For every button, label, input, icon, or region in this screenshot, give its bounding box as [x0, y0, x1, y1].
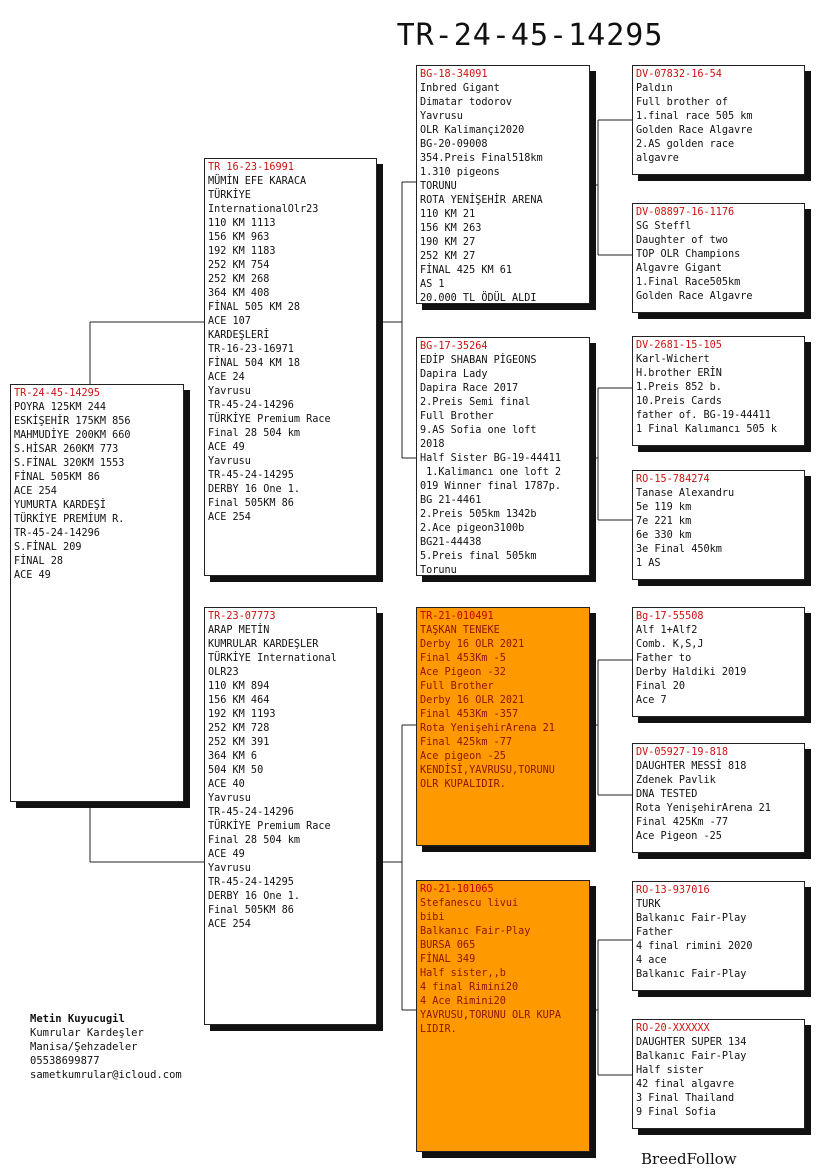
pedigree-line: 1.final race 505 km	[636, 111, 753, 122]
pedigree-line: Full brother of	[636, 97, 729, 108]
pedigree-line: MAHMUDİYE 200KM 660	[14, 430, 131, 441]
pedigree-line: Final 505KM 86	[208, 498, 294, 509]
pedigree-line: Final 453Km -357	[420, 709, 519, 720]
pedigree-line: TÜRKİYE	[208, 190, 251, 201]
pedigree-line: 2.Ace pigeon3100b	[420, 523, 525, 534]
pedigree-line: Golden Race Algavre	[636, 291, 753, 302]
pedigree-line: 354.Preis Final518km	[420, 153, 543, 164]
pedigree-line: 10.Preis Cards	[636, 396, 722, 407]
dds-card	[632, 881, 805, 991]
pedigree-line: 110 KM 1113	[208, 218, 276, 229]
pedigree-line: OLR23	[208, 667, 239, 678]
pedigree-line: Final 425Km -77	[636, 817, 729, 828]
ring-number: BG-18-34091	[420, 69, 488, 80]
pedigree-line: KENDİSİ,YAVRUSU,TORUNU	[420, 765, 555, 776]
pedigree-line: TR-45-24-14295	[208, 470, 294, 481]
pedigree-line: Final 425km -77	[420, 737, 513, 748]
pedigree-line: ACE 254	[14, 486, 57, 497]
brand-logo: BreedFollow	[641, 1150, 737, 1168]
pedigree-line: Algavre Gigant	[636, 263, 722, 274]
pedigree-line: 2018	[420, 439, 445, 450]
ring-number: RO-21-101065	[420, 884, 494, 895]
pedigree-line: 1 Final Kalımancı 505 k	[636, 424, 778, 435]
ring-number: DV-2681-15-105	[636, 340, 722, 351]
pedigree-line: DERBY 16 One 1.	[208, 891, 301, 902]
pedigree-line: Golden Race Algavre	[636, 125, 753, 136]
pedigree-line: 252 KM 728	[208, 723, 270, 734]
dam-sire-card	[416, 607, 590, 846]
pedigree-line: 4 ace	[636, 955, 667, 966]
pedigree-title: TR-24-45-14295	[396, 18, 664, 53]
pedigree-line: 252 KM 268	[208, 274, 270, 285]
ssd-card	[632, 203, 805, 313]
pedigree-line: 3e Final 450km	[636, 544, 722, 555]
pedigree-line: Dapira Lady	[420, 369, 488, 380]
ring-number: TR-21-010491	[420, 611, 494, 622]
pedigree-line: KARDEŞLERİ	[208, 330, 270, 341]
pedigree-line: Derby 16 OLR 2021	[420, 695, 525, 706]
pedigree-line: TÜRKİYE International	[208, 653, 337, 664]
pedigree-line: EDİP SHABAN PİGEONS	[420, 355, 537, 366]
pedigree-line: Tanase Alexandru	[636, 488, 735, 499]
pedigree-line: ACE 49	[14, 570, 51, 581]
pedigree-line: father of. BG-19-44411	[636, 410, 771, 421]
pedigree-line: Half sister,,b	[420, 968, 506, 979]
pedigree-line: Rota YenişehirArena 21	[636, 803, 771, 814]
pedigree-line: 2.AS golden race	[636, 139, 735, 150]
pedigree-line: Torunu	[420, 565, 457, 576]
pedigree-line: TR-45-24-14296	[14, 528, 100, 539]
pedigree-line: Ace Pigeon -25	[636, 831, 722, 842]
ring-number: RO-15-784274	[636, 474, 710, 485]
pedigree-line: OLR KUPALIDIR.	[420, 779, 506, 790]
pedigree-line: ACE 24	[208, 372, 245, 383]
pedigree-line: 364 KM 408	[208, 288, 270, 299]
pedigree-line: 7e 221 km	[636, 516, 692, 527]
sdd-card	[632, 470, 805, 580]
pedigree-line: 1.310 pigeons	[420, 167, 500, 178]
pedigree-line: POYRA 125KM 244	[14, 402, 107, 413]
pedigree-line: ARAP METİN	[208, 625, 270, 636]
pedigree-line: DAUGHTER MESSİ 818	[636, 761, 747, 772]
pedigree-line: DNA TESTED	[636, 789, 698, 800]
pedigree-line: TÜRKİYE Premium Race	[208, 821, 331, 832]
sds-card	[632, 336, 805, 446]
pedigree-line: 5e 119 km	[636, 502, 692, 513]
pedigree-line: ACE 40	[208, 779, 245, 790]
pedigree-line: YUMURTA KARDEŞİ	[14, 500, 107, 511]
pedigree-line: FİNAL 28	[14, 556, 64, 567]
pedigree-line: 110 KM 21	[420, 209, 476, 220]
pedigree-line: MÜMİN EFE KARACA	[208, 176, 307, 187]
pedigree-line: KUMRULAR KARDEŞLER	[208, 639, 319, 650]
pedigree-line: 019 Winner final 1787p.	[420, 481, 562, 492]
pedigree-line: Ace 7	[636, 695, 667, 706]
pedigree-line: Alf 1+Alf2	[636, 625, 698, 636]
ring-number: DV-05927-19-818	[636, 747, 729, 758]
pedigree-line: Ace Pigeon -32	[420, 667, 506, 678]
pedigree-line: 156 KM 963	[208, 232, 270, 243]
pedigree-line: 252 KM 27	[420, 251, 476, 262]
sire-dam-card	[416, 337, 590, 576]
pedigree-line: 252 KM 391	[208, 737, 270, 748]
loft-name: Kumrular Kardeşler	[30, 1027, 144, 1039]
pedigree-line: 2.Preis 505km 1342b	[420, 509, 537, 520]
pedigree-line: Yavrusu	[208, 386, 251, 397]
pedigree-line: S.FİNAL 209	[14, 542, 82, 553]
pedigree-line: TR-45-24-14295	[208, 877, 294, 888]
pedigree-line: 504 KM 50	[208, 765, 264, 776]
pedigree-line: Yavrusu	[208, 456, 251, 467]
pedigree-line: S.FİNAL 320KM 1553	[14, 458, 125, 469]
pedigree-line: Father to	[636, 653, 692, 664]
pedigree-line: FİNAL 504 KM 18	[208, 358, 301, 369]
pedigree-line: ACE 254	[208, 919, 251, 930]
pedigree-line: Derby Haldiki 2019	[636, 667, 747, 678]
pedigree-line: BG21-44438	[420, 537, 482, 548]
pedigree-line: algavre	[636, 153, 679, 164]
ring-number: BG-17-35264	[420, 341, 488, 352]
pedigree-line: ACE 49	[208, 442, 245, 453]
pedigree-line: Stefanescu livui	[420, 898, 519, 909]
pedigree-line: 4 final Rimini20	[420, 982, 519, 993]
pedigree-line: YAVRUSU,TORUNU OLR KUPA	[420, 1010, 562, 1021]
pedigree-line: AS 1	[420, 279, 445, 290]
pedigree-line: bibi	[420, 912, 445, 923]
phone: 05538699877	[30, 1055, 100, 1067]
pedigree-line: TOP OLR Champions	[636, 249, 741, 260]
pedigree-line: Final 28 504 km	[208, 428, 301, 439]
ring-number: TR 16-23-16991	[208, 162, 294, 173]
location: Manisa/Şehzadeler	[30, 1041, 138, 1053]
pedigree-line: TÜRKİYE PREMİUM R.	[14, 514, 125, 525]
pedigree-line: FİNAL 349	[420, 954, 476, 965]
ring-number: RO-20-XXXXXX	[636, 1023, 710, 1034]
pedigree-line: 156 KM 464	[208, 695, 270, 706]
dss-card	[632, 607, 805, 717]
pedigree-line: S.HİSAR 260KM 773	[14, 444, 119, 455]
pedigree-line: 9.AS Sofia one loft	[420, 425, 537, 436]
pedigree-line: Dapira Race 2017	[420, 383, 519, 394]
pedigree-line: Paldın	[636, 83, 673, 94]
pedigree-line: ESKİŞEHİR 175KM 856	[14, 416, 131, 427]
pedigree-line: Ace pigeon -25	[420, 751, 506, 762]
pedigree-line: TAŞKAN TENEKE	[420, 625, 500, 636]
pedigree-line: Full Brother	[420, 411, 494, 422]
pedigree-line: ACE 107	[208, 316, 251, 327]
pedigree-line: H.brother ERİN	[636, 368, 722, 379]
pedigree-line: FİNAL 505 KM 28	[208, 302, 301, 313]
dsd-card	[632, 743, 805, 853]
pedigree-line: FİNAL 505KM 86	[14, 472, 100, 483]
pedigree-line: Karl-Wichert	[636, 354, 710, 365]
pedigree-line: 1 AS	[636, 558, 661, 569]
sire-sire-card	[416, 65, 590, 304]
pedigree-line: 156 KM 263	[420, 223, 482, 234]
pedigree-line: Daughter of two	[636, 235, 729, 246]
pedigree-line: 1.Kalimancı one loft 2	[420, 467, 562, 478]
pedigree-line: Dimatar todorov	[420, 97, 513, 108]
pedigree-line: Half sister	[636, 1065, 704, 1076]
pedigree-line: ACE 254	[208, 512, 251, 523]
pedigree-line: Half Sister BG-19-44411	[420, 453, 562, 464]
pedigree-line: 6e 330 km	[636, 530, 692, 541]
breeder-name: Metin Kuyucugil	[30, 1013, 125, 1025]
ring-number: Bg-17-55508	[636, 611, 704, 622]
pedigree-line: Final 505KM 86	[208, 905, 294, 916]
pedigree-line: BURSA 065	[420, 940, 476, 951]
pedigree-line: Balkanıc Fair-Play	[420, 926, 531, 937]
pedigree-line: 9 Final Sofia	[636, 1107, 716, 1118]
pedigree-line: 190 KM 27	[420, 237, 476, 248]
pedigree-line: Final 28 504 km	[208, 835, 301, 846]
subject-card	[10, 384, 184, 802]
pedigree-line: 192 KM 1193	[208, 709, 276, 720]
pedigree-line: Balkanıc Fair-Play	[636, 1051, 747, 1062]
pedigree-line: Yavrusu	[208, 793, 251, 804]
dam-card	[204, 607, 377, 1025]
pedigree-line: LIDIR.	[420, 1024, 457, 1035]
ddd-card	[632, 1019, 805, 1129]
pedigree-line: Full Brother	[420, 681, 494, 692]
ring-number: RO-13-937016	[636, 885, 710, 896]
pedigree-line: Yavrusu	[208, 863, 251, 874]
pedigree-line: TR-45-24-14296	[208, 400, 294, 411]
pedigree-line: TR-16-23-16971	[208, 344, 294, 355]
pedigree-line: SG Steffl	[636, 221, 692, 232]
pedigree-line: 192 KM 1183	[208, 246, 276, 257]
pedigree-line: TORUNU	[420, 181, 457, 192]
pedigree-line: InternationalOlr23	[208, 204, 319, 215]
pedigree-line: 252 KM 754	[208, 260, 270, 271]
pedigree-line: Balkanıc Fair-Play	[636, 969, 747, 980]
pedigree-line: Father	[636, 927, 673, 938]
pedigree-line: Rota YenişehirArena 21	[420, 723, 555, 734]
pedigree-line: Inbred Gigant	[420, 83, 500, 94]
pedigree-line: Comb. K,S,J	[636, 639, 704, 650]
pedigree-line: 110 KM 894	[208, 681, 270, 692]
pedigree-line: OLR Kalimançi2020	[420, 125, 525, 136]
pedigree-line: 364 KM 6	[208, 751, 258, 762]
ring-number: TR-24-45-14295	[14, 388, 100, 399]
ring-number: DV-07832-16-54	[636, 69, 722, 80]
pedigree-line: 2.Preis Semi final	[420, 397, 531, 408]
pedigree-line: 1.Preis 852 b.	[636, 382, 722, 393]
email: sametkumrular@icloud.com	[30, 1069, 182, 1081]
ring-number: DV-08897-16-1176	[636, 207, 735, 218]
sire-card	[204, 158, 377, 576]
pedigree-line: DAUGHTER SUPER 134	[636, 1037, 747, 1048]
sss-card	[632, 65, 805, 175]
pedigree-line: 5.Preis final 505km	[420, 551, 537, 562]
pedigree-line: 4 final rimini 2020	[636, 941, 753, 952]
ring-number: TR-23-07773	[208, 611, 276, 622]
pedigree-line: TÜRKİYE Premium Race	[208, 414, 331, 425]
pedigree-line: Balkanıc Fair-Play	[636, 913, 747, 924]
pedigree-line: Yavrusu	[420, 111, 463, 122]
dam-dam-card	[416, 880, 590, 1152]
pedigree-line: BG-20-09008	[420, 139, 488, 150]
pedigree-line: Final 453Km -5	[420, 653, 506, 664]
pedigree-line: 20.000 TL ÖDÜL ALDI	[420, 293, 537, 304]
pedigree-line: FİNAL 425 KM 61	[420, 265, 513, 276]
pedigree-line: 3 Final Thailand	[636, 1093, 735, 1104]
pedigree-line: Zdenek Pavlik	[636, 775, 716, 786]
pedigree-line: ROTA YENİŞEHİR ARENA	[420, 195, 543, 206]
pedigree-line: TURK	[636, 899, 661, 910]
pedigree-line: DERBY 16 One 1.	[208, 484, 301, 495]
pedigree-line: Final 20	[636, 681, 686, 692]
pedigree-line: ACE 49	[208, 849, 245, 860]
pedigree-line: TR-45-24-14296	[208, 807, 294, 818]
pedigree-line: 42 final algavre	[636, 1079, 735, 1090]
pedigree-line: 1.Final Race505km	[636, 277, 741, 288]
pedigree-line: Derby 16 OLR 2021	[420, 639, 525, 650]
pedigree-line: BG 21-4461	[420, 495, 482, 506]
pedigree-line: 4 Ace Rimini20	[420, 996, 506, 1007]
breeder-contact	[30, 1012, 182, 1082]
